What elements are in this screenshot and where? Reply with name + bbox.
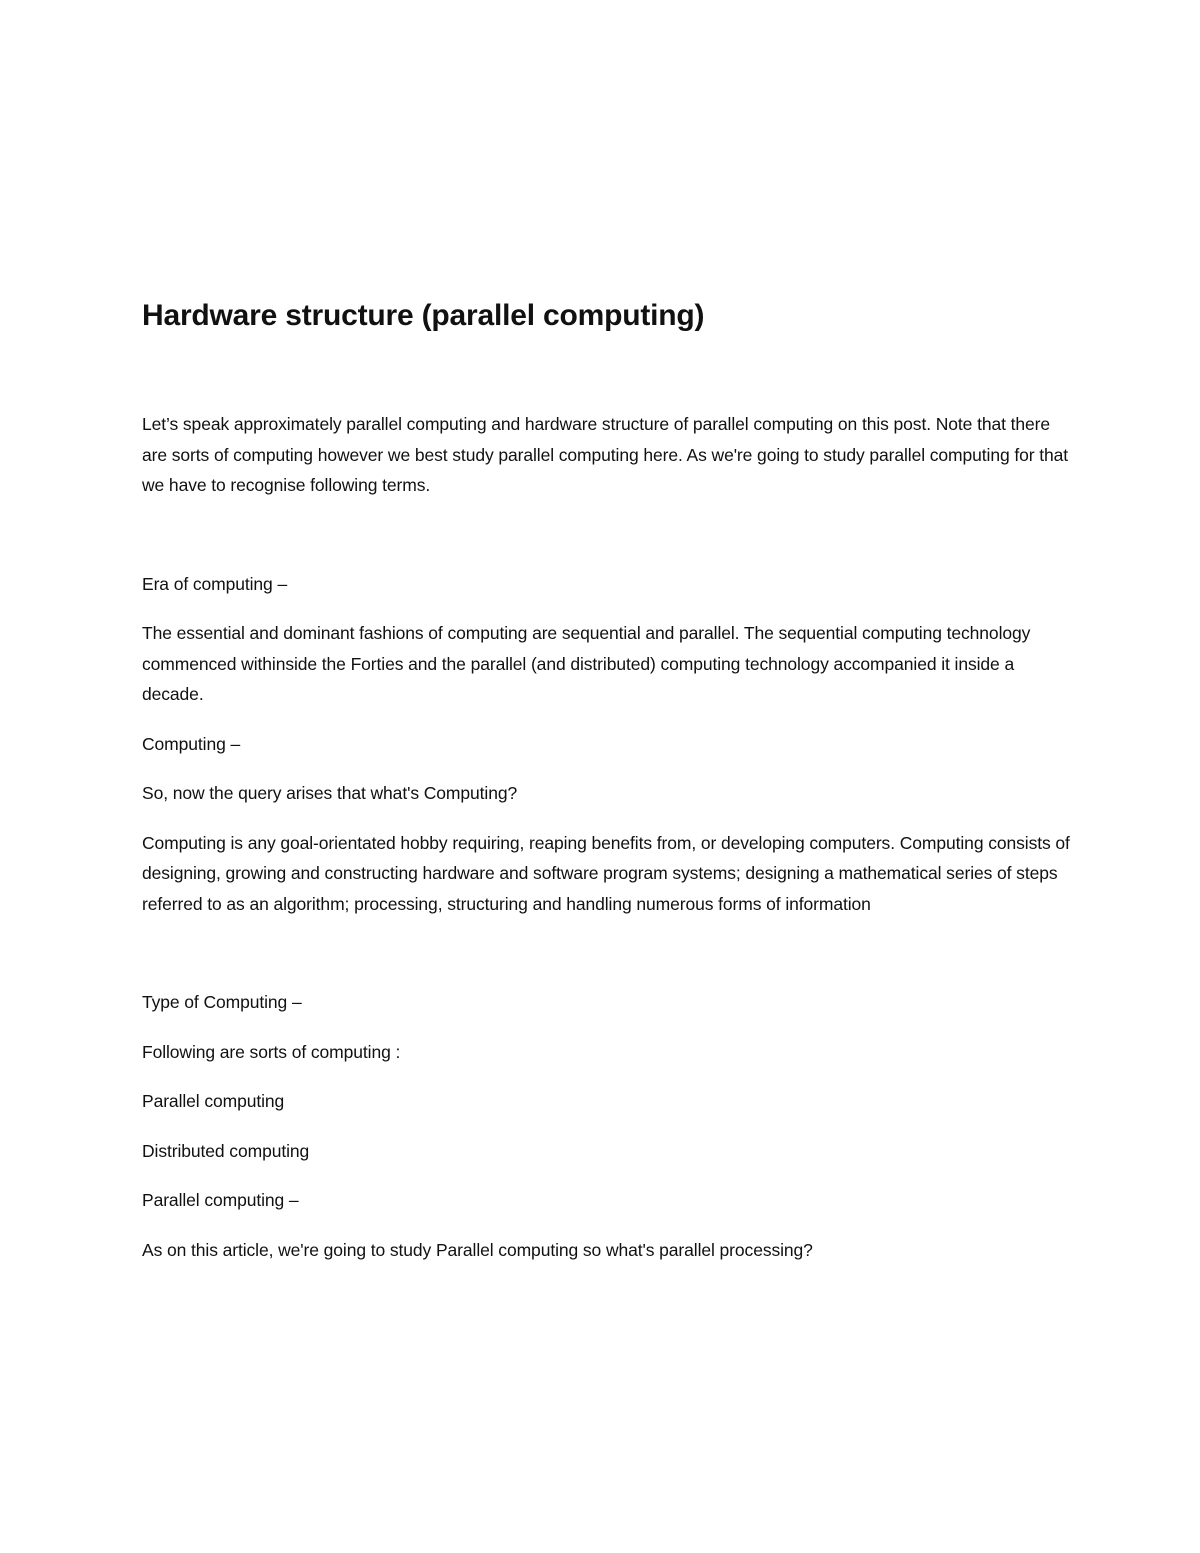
list-item-distributed-computing: Distributed computing [142, 1140, 310, 1161]
paragraph-era: The essential and dominant fashions of computing are sequential and parallel. The sequential computing technology commenced withinside the Forties and the parallel (and distributed) computing technology accompanied it inside a decade. [142, 623, 1031, 704]
paragraph-computing-definition: Computing is any goal-orientated hobby requiring, reaping benefits from, or developing computers. Computing consists of designing, growing and constructing hardware and software program systems; designing a mathematical series of steps referred to as an algorithm; processing, structuring and handling numerous forms of information [142, 832, 1070, 914]
paragraph-parallel-processing: As on this article, we're going to study Parallel computing so what's parallel processing? [142, 1239, 813, 1260]
list-item-parallel-computing: Parallel computing [142, 1091, 285, 1111]
heading-type-of-computing: Type of Computing – [142, 992, 302, 1012]
heading-computing: Computing – [142, 733, 241, 754]
heading-parallel-computing: Parallel computing – [142, 1190, 299, 1210]
document-content [142, 296, 1072, 1265]
heading-era-of-computing: Era of computing – [142, 573, 288, 594]
paragraph-computing-question: So, now the query arises that what's Computing? [142, 783, 518, 803]
document-title: Hardware structure (parallel computing) [142, 299, 705, 332]
paragraph-sorts-of-computing: Following are sorts of computing : [142, 1041, 401, 1062]
paragraph-intro: Let’s speak approximately parallel computing and hardware structure of parallel computing on this post. Note that there are sorts of computing however we best study parallel computing here. As we're going to study parallel computing for that we have to recognise following terms. [142, 414, 1069, 495]
